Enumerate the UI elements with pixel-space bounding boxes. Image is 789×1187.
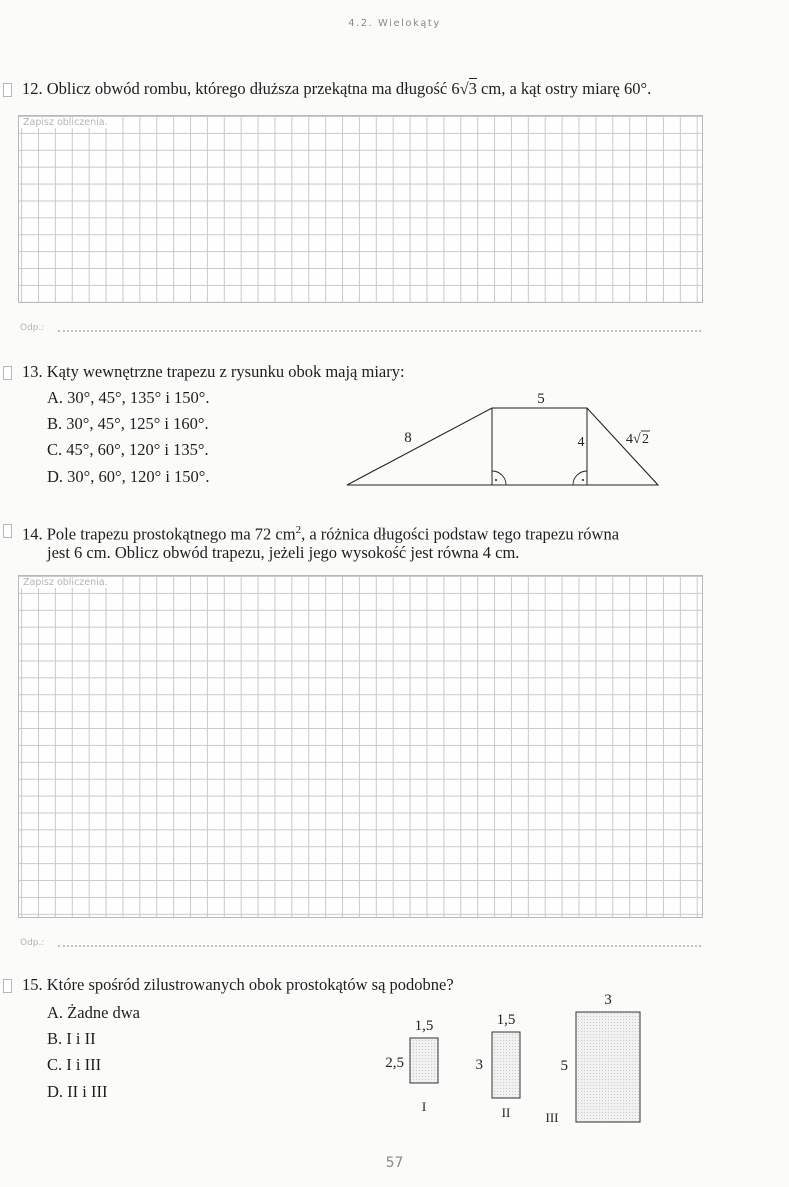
rect-ii-height: 3 — [475, 1057, 483, 1073]
rect-ii-width: 1,5 — [496, 1012, 516, 1028]
sqrt-symbol: √ — [459, 79, 469, 98]
task-14-answer-line[interactable] — [58, 945, 701, 947]
task-15-option-c[interactable]: C. I i III — [47, 1055, 102, 1074]
trapezoid-figure — [340, 385, 670, 495]
task-12-number: 12. — [22, 79, 43, 98]
label-left-side: 8 — [404, 430, 412, 446]
page-number: 57 — [385, 1155, 404, 1171]
task-14-line1-before: Pole trapezu prostokątnego ma 72 cm — [46, 524, 296, 544]
task-12-sqrt-value: 3 — [468, 79, 477, 98]
task-12-text-after: cm, a kąt ostry miarę 60°. — [476, 79, 652, 98]
task-14-number: 14. — [22, 524, 43, 544]
task-14-checkbox[interactable] — [3, 524, 12, 538]
rect-i — [410, 1038, 438, 1083]
label-right-side-sqrt: 2 — [642, 432, 649, 447]
task-15-option-b[interactable]: B. I i II — [47, 1029, 96, 1048]
task-13-checkbox[interactable] — [3, 366, 12, 380]
task-13-option-c[interactable]: C. 45°, 60°, 120° i 135°. — [47, 440, 209, 459]
rect-i-width: 1,5 — [414, 1018, 434, 1034]
right-angle-dot-right — [582, 479, 584, 481]
task-13-option-b[interactable]: B. 30°, 45°, 125° i 160°. — [47, 414, 209, 433]
label-right-side-coef: 4 — [626, 432, 633, 447]
rect-iii-height: 5 — [560, 1058, 568, 1074]
task-14-line2: jest 6 cm. Oblicz obwód trapezu, jeżeli jego wysokość jest równa 4 cm. — [47, 543, 520, 562]
task-12-answer-line[interactable] — [58, 330, 701, 332]
task-12-text — [22, 78, 651, 100]
rect-iii — [576, 1012, 640, 1122]
task-14-grid-label: Zapisz obliczenia. — [20, 577, 111, 588]
task-14-calc-grid[interactable] — [18, 575, 703, 918]
rect-i-height: 2,5 — [385, 1055, 404, 1071]
label-right-side-radical: √ — [633, 432, 641, 447]
task-13-option-d[interactable]: D. 30°, 60°, 120° i 150°. — [47, 467, 210, 486]
rect-ii — [492, 1032, 520, 1098]
right-angle-dot-left — [495, 479, 497, 481]
task-13-option-a[interactable]: A. 30°, 45°, 135° i 150°. — [47, 388, 210, 407]
rect-iii-width: 3 — [604, 992, 612, 1008]
label-height: 4 — [577, 435, 585, 450]
task-15-option-d[interactable]: D. II i III — [47, 1082, 108, 1101]
task-15-number: 15. — [22, 975, 43, 994]
rect-iii-label: III — [545, 1110, 559, 1125]
task-13-text — [22, 361, 405, 383]
rect-i-label: I — [421, 1099, 427, 1114]
task-15-question: Które spośród zilustrowanych obok prostokątów są podobne? — [46, 975, 454, 994]
task-13-number: 13. — [22, 362, 43, 381]
trapezoid-outline — [347, 408, 658, 485]
task-15-option-a[interactable]: A. Żadne dwa — [47, 1003, 141, 1022]
right-angle-mark-right — [573, 471, 587, 485]
task-13-question: Kąty wewnętrzne trapezu z rysunku obok mają miary: — [46, 362, 405, 381]
task-12-checkbox[interactable] — [3, 83, 12, 97]
task-12-text-before: Oblicz obwód rombu, którego dłuższa przekątna ma długość 6 — [46, 79, 460, 98]
label-top-base: 5 — [537, 391, 545, 407]
task-14-line1-after: , a różnica długości podstaw tego trapezu równa — [301, 524, 620, 544]
right-angle-mark-left — [492, 471, 506, 485]
section-header: 4.2. Wielokąty — [348, 18, 441, 29]
rect-ii-label: II — [501, 1105, 511, 1120]
task-12-answer-label: Odp.: — [20, 323, 45, 333]
task-12-calc-grid[interactable] — [18, 115, 703, 303]
task-12-grid-label: Zapisz obliczenia. — [20, 117, 111, 128]
rectangles-figure — [370, 985, 670, 1130]
task-15-checkbox[interactable] — [3, 979, 12, 993]
task-14-answer-label: Odp.: — [20, 938, 45, 948]
task-14-sup: 2 — [295, 524, 302, 536]
